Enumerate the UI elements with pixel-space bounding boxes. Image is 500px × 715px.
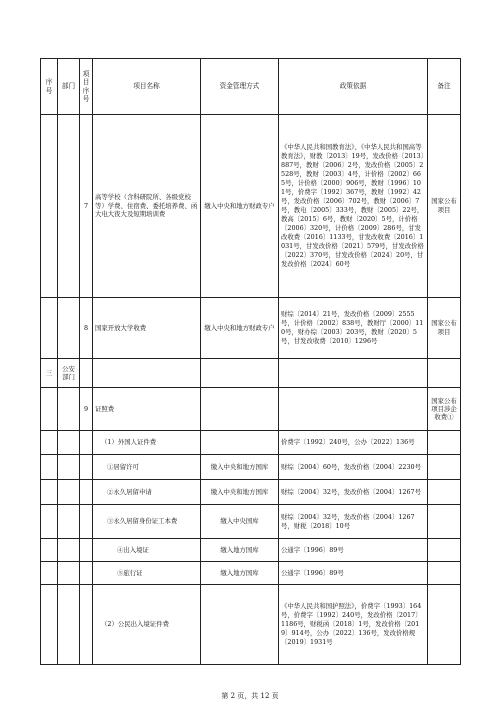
row9-2-policy-basis: 《中华人民共和国护照法》，价费字〔1993〕164号，价费字〔1992〕240号，发改价格〔2017〕1186号，财税函〔2018〕1号，发改价格〔2019〕914号，公办〔2022〕136号，发改价格规〔2019〕1931号 — [279, 585, 428, 665]
row8-remark: 国家公布项目 — [428, 298, 461, 359]
row9-1b-item-name: ②永久居留申请 — [93, 480, 201, 505]
row9-1a-fund-mgmt: 缴入中央和地方国库 — [201, 455, 279, 480]
page-footer: 第 2 页，共 12 页 — [221, 692, 279, 700]
row9-1c-policy-basis: 财综〔2004〕32号，发改价格〔2004〕1267号，财税〔2018〕10号 — [279, 505, 428, 539]
table-row — [41, 562, 461, 585]
header-seq: 序号 — [41, 59, 58, 115]
fee-table — [40, 58, 461, 665]
row7-policy-basis: 《中华人民共和国教育法》、《中华人民共和国高等教育法》，财教〔2013〕19号，发改价格〔2013〕887号，教财〔2006〕2号，发改价格〔2005〕2528号，教财〔2003〕4号，计价格〔2002〕665号，计价格〔2000〕906号，教财〔1996〕101号，价费字〔1992〕367号，教财〔1992〕42号，发改价格〔2006〕702号，教财〔2006〕7号，教电〔2005〕333号，教财〔2005〕22号，教高〔2015〕6号，教财〔2020〕5号，计价格〔2006〕320号，计价格〔2009〕286号，甘发改收费〔2016〕1133号，甘发改收费〔2016〕1031号，甘发改价格〔2021〕579号，甘发改价格〔2022〕370号，甘发改价格〔2024〕20号，甘发改价格〔2024〕60号 — [279, 115, 428, 298]
row3-seq: 三 — [41, 359, 58, 388]
row7-remark: 国家公布项目 — [428, 115, 461, 298]
header-row — [41, 59, 461, 115]
row8-fund-mgmt: 缴入中央和地方财政专户 — [201, 298, 279, 359]
row9-1b-fund-mgmt: 缴入中央和地方国库 — [201, 480, 279, 505]
header-remark: 备注 — [428, 59, 461, 115]
row9-1d-item-name: ④出入境证 — [93, 539, 201, 562]
row9-1b-policy-basis: 财综〔2004〕32号，发改价格〔2004〕1267号 — [279, 480, 428, 505]
row9-1-item-name: （1）外国人证件费 — [93, 431, 201, 455]
row7-item-seq: 7 — [80, 115, 93, 298]
row3-dept: 公安部门 — [58, 359, 80, 388]
row9-1e-policy-basis: 公通字〔1996〕89号 — [279, 562, 428, 585]
row9-2-item-name: （2）公民出入境证件费 — [93, 585, 201, 665]
row8-item-name: 国家开放大学收费 — [93, 298, 201, 359]
header-item-name: 项目名称 — [93, 59, 201, 115]
row8-item-seq: 8 — [80, 298, 93, 359]
header-fund-mgmt: 资金管理方式 — [201, 59, 279, 115]
row9-1e-item-name: ⑤旅行证 — [93, 562, 201, 585]
row9-1a-item-name: ①居留许可 — [93, 455, 201, 480]
row9-1c-fund-mgmt: 缴入中央国库 — [201, 505, 279, 539]
row7-item-name: 高等学校（含科研院所、各级党校等）学费、住宿费、委托培养费、函大电大夜大及短期培训费 — [93, 115, 201, 298]
header-dept: 部门 — [58, 59, 80, 115]
table-row — [41, 388, 461, 431]
row9-1-policy-basis: 价费字〔1992〕240号，公办〔2022〕136号 — [279, 431, 428, 455]
row9-remark: 国家公布项目涉企收费① — [428, 388, 461, 431]
row9-item-seq: 9 — [80, 388, 93, 431]
row8-policy-basis: 财综〔2014〕21号，发改价格〔2009〕2555号，计价格〔2002〕838号，教财厅〔2000〕110号，财办综〔2003〕203号，教财〔2020〕5号，甘发改收费〔2010〕1296号 — [279, 298, 428, 359]
row9-1c-item-name: ③永久居留身份证工本费 — [93, 505, 201, 539]
row7-fund-mgmt: 缴入中央和地方财政专户 — [201, 115, 279, 298]
table-row — [41, 505, 461, 539]
table-row — [41, 480, 461, 505]
row9-item-name: 证照费 — [93, 388, 201, 431]
row9-1e-fund-mgmt: 缴入地方国库 — [201, 562, 279, 585]
table-row — [41, 359, 461, 388]
header-item-seq: 项目序号 — [80, 59, 93, 115]
row9-1d-fund-mgmt: 缴入地方国库 — [201, 539, 279, 562]
table-row — [41, 115, 461, 298]
row9-1d-policy-basis: 公通字〔1996〕89号 — [279, 539, 428, 562]
table-row — [41, 431, 461, 455]
table-row — [41, 539, 461, 562]
row9-1a-policy-basis: 财综〔2004〕60号，发改价格〔2004〕2230号 — [279, 455, 428, 480]
table-row — [41, 298, 461, 359]
table-row — [41, 455, 461, 480]
header-policy-basis: 政策依据 — [279, 59, 428, 115]
table-row — [41, 585, 461, 665]
